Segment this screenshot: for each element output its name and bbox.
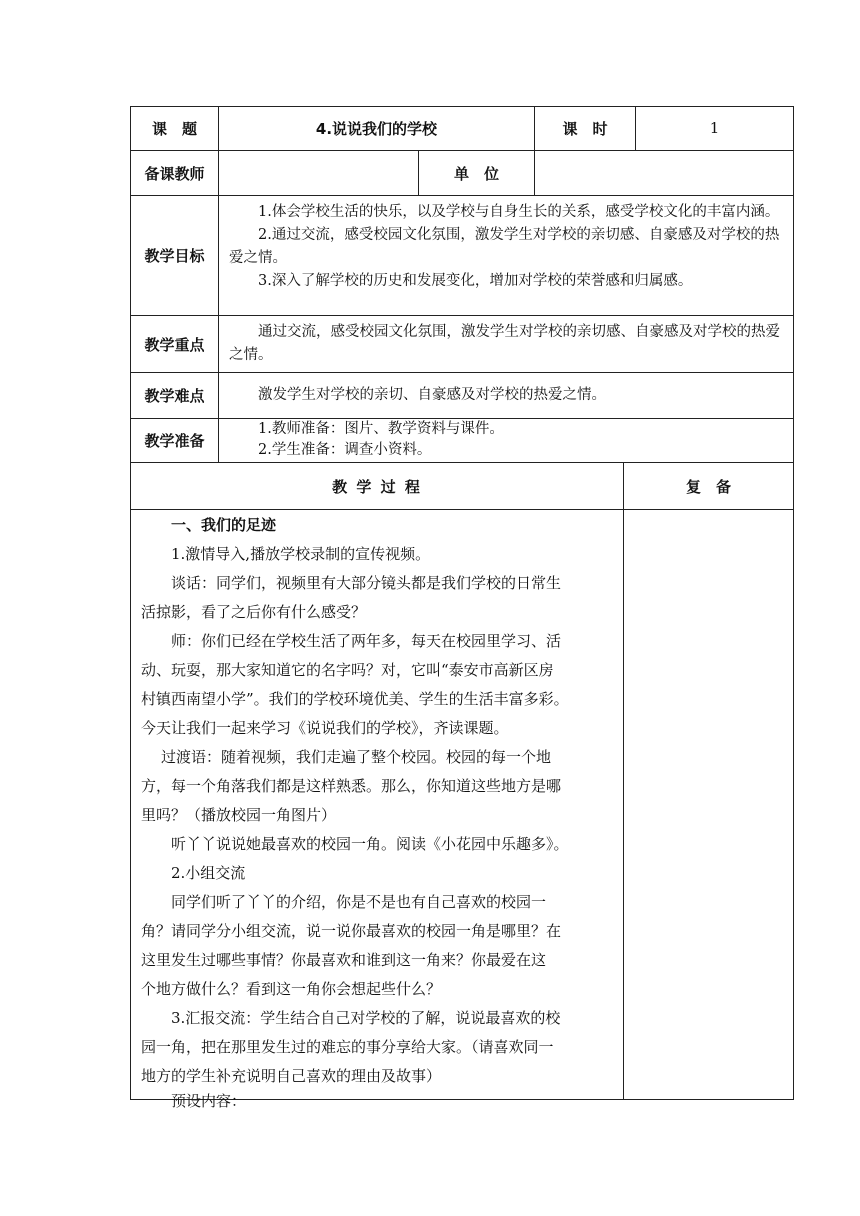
process-line: 师：你们已经在学校生活了两年多，每天在校园里学习、活 (171, 632, 562, 650)
objectives-content (218, 195, 794, 316)
period-value: 1 (635, 106, 794, 151)
teacher-label: 备课教师 (130, 150, 219, 196)
process-line: 1.激情导入,播放学校录制的宣传视频。 (171, 545, 431, 563)
preparation-label: 教学准备 (130, 418, 219, 463)
objective-item: 3.深入了解学校的历史和发展变化，增加对学校的荣誉感和归属感。 (258, 273, 693, 289)
review-header: 复 备 (623, 462, 794, 510)
process-line: 今天让我们一起来学习《说说我们的学校》，齐读课题。 (141, 719, 509, 737)
key-points-content (218, 315, 794, 373)
subject-value: 4.说说我们的学校 (218, 106, 535, 151)
process-line: 角？请同学分小组交流，说一说你最喜欢的校园一角是哪里？在 (141, 922, 562, 940)
process-line: 个地方做什么？看到这一角你会想起些什么？ (141, 980, 442, 998)
process-line: 这里发生过哪些事情？你最喜欢和谁到这一角来？你最爱在这 (141, 951, 547, 969)
process-line: 谈话：同学们，视频里有大部分镜头都是我们学校的日常生 (171, 574, 562, 592)
review-content (623, 509, 794, 1100)
process-line: 园一角，把在那里发生过的难忘的事分享给大家。（请喜欢同一 (141, 1038, 554, 1056)
preparation-item: 2.学生准备：调查小资料。 (258, 442, 432, 458)
process-line: 里吗？（播放校园一角图片） (141, 806, 337, 824)
process-line: 活掠影，看了之后你有什么感受？ (141, 603, 367, 621)
difficulties-label: 教学难点 (130, 372, 219, 419)
period-label: 课 时 (534, 106, 636, 151)
process-line: 地方的学生补充说明自己喜欢的理由及故事） (141, 1067, 442, 1085)
process-header: 教 学 过 程 (130, 462, 624, 510)
preparation-content (218, 418, 794, 463)
process-line: 同学们听了丫丫的介绍，你是不是也有自己喜欢的校园一 (171, 893, 547, 911)
section-heading: 一、我们的足迹 (171, 516, 277, 534)
subject-label: 课 题 (130, 106, 219, 151)
key-points-text: 通过交流，感受校园文化氛围，激发学生对学校的亲切感、自豪感及对学校的热爱之情。 (229, 324, 780, 363)
teacher-value (218, 150, 419, 196)
process-line: 预设内容： (171, 1092, 247, 1110)
process-line: 2.小组交流 (171, 864, 246, 882)
difficulties-content (218, 372, 794, 419)
objective-item: 1.体会学校生活的快乐，以及学校与自身生长的关系，感受学校文化的丰富内涵。 (258, 204, 780, 220)
process-content (130, 509, 624, 1110)
process-line: 动、玩耍，那大家知道它的名字吗？对，它叫“泰安市高新区房 (141, 661, 554, 679)
process-line: 3.汇报交流：学生结合自己对学校的了解，说说最喜欢的校 (171, 1009, 561, 1027)
unit-value (534, 150, 794, 196)
preparation-item: 1.教师准备：图片、教学资料与课件。 (258, 421, 504, 437)
process-line: 过渡语：随着视频，我们走遍了整个校园。校园的每一个地 (161, 748, 552, 766)
process-line: 方，每一个角落我们都是这样熟悉。那么，你知道这些地方是哪 (141, 777, 562, 795)
process-line: 村镇西南望小学”。我们的学校环境优美、学生的生活丰富多彩。 (141, 690, 569, 708)
objective-item: 2.通过交流，感受校园文化氛围，激发学生对学校的亲切感、自豪感及对学校的热爱之情。 (229, 227, 780, 266)
difficulties-text: 激发学生对学校的亲切、自豪感及对学校的热爱之情。 (258, 387, 606, 403)
process-line: 听丫丫说说她最喜欢的校园一角。阅读《小花园中乐趣多》。 (171, 835, 569, 853)
unit-label: 单 位 (418, 150, 535, 196)
key-points-label: 教学重点 (130, 315, 219, 373)
objectives-label: 教学目标 (130, 195, 219, 316)
